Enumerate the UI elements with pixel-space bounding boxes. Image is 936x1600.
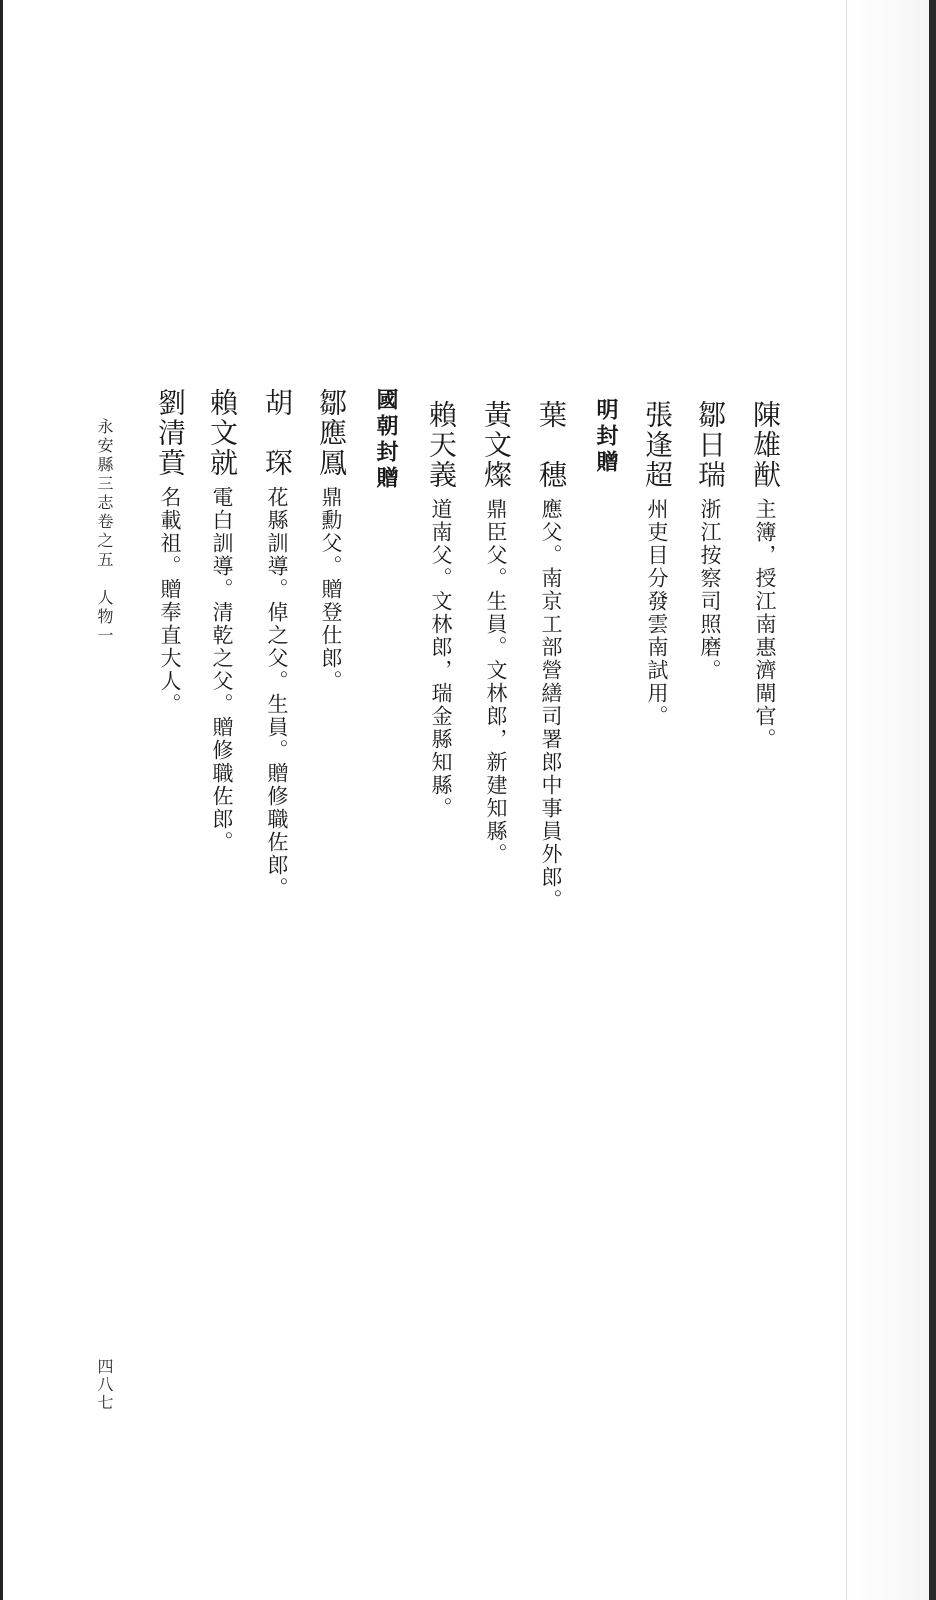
entry-description: 電白訓導。清乾之父。贈修職佐郎。	[210, 486, 234, 854]
entry-description: 主簿，授江南惠濟閘官。	[753, 498, 777, 751]
margin-book-title: 永安縣三志卷之五 人物一	[95, 418, 114, 646]
entry-huang-wencan	[480, 400, 513, 866]
entry-name: 劉清賁	[154, 388, 187, 478]
page-number: 四八七	[95, 1358, 114, 1412]
entry-lai-tianyi	[425, 400, 458, 820]
entry-name: 葉 穗	[535, 400, 568, 490]
entry-lai-wenjiu	[206, 388, 239, 854]
entry-name: 賴天義	[425, 400, 458, 490]
entry-name: 黃文燦	[480, 400, 513, 490]
section-heading-ming-fengzeng: 明封贈	[593, 398, 618, 476]
section-heading-guochao-fengzeng: 國朝封贈	[373, 388, 398, 492]
entry-name: 賴文就	[206, 388, 239, 478]
entry-zhang-fengchao	[641, 400, 674, 728]
entry-description: 應父。南京工部營繕司署郎中事員外郎。	[539, 498, 563, 912]
entry-ye-sui	[535, 400, 568, 912]
page-gutter-shadow	[846, 0, 936, 1600]
entry-zou-yingfeng	[315, 388, 348, 693]
entry-description: 鼎勳父。贈登仕郎。	[319, 486, 343, 693]
entry-liu-qingben	[154, 388, 187, 716]
entry-description: 浙江按察司照磨。	[698, 498, 722, 682]
scan-edge-left	[0, 0, 3, 1600]
entry-description: 名載祖。贈奉直大人。	[158, 486, 182, 716]
entry-name: 鄒日瑞	[694, 400, 727, 490]
entry-name: 鄒應鳳	[315, 388, 348, 478]
scan-edge-right	[929, 0, 936, 1600]
entry-description: 花縣訓導。倬之父。生員。贈修職佐郎。	[265, 486, 289, 900]
page-gutter-line	[846, 0, 847, 1600]
entry-description: 鼎臣父。生員。文林郎，新建知縣。	[484, 498, 508, 866]
entry-chen-xiongyou	[749, 400, 782, 751]
entry-name: 陳雄猷	[749, 400, 782, 490]
entry-zou-rirui	[694, 400, 727, 682]
entry-name: 胡 琛	[261, 388, 294, 478]
entry-hu-chen	[261, 388, 294, 900]
entry-description: 州吏目分發雲南試用。	[645, 498, 669, 728]
entry-name: 張逢超	[641, 400, 674, 490]
entry-description: 道南父。文林郎，瑞金縣知縣。	[429, 498, 453, 820]
